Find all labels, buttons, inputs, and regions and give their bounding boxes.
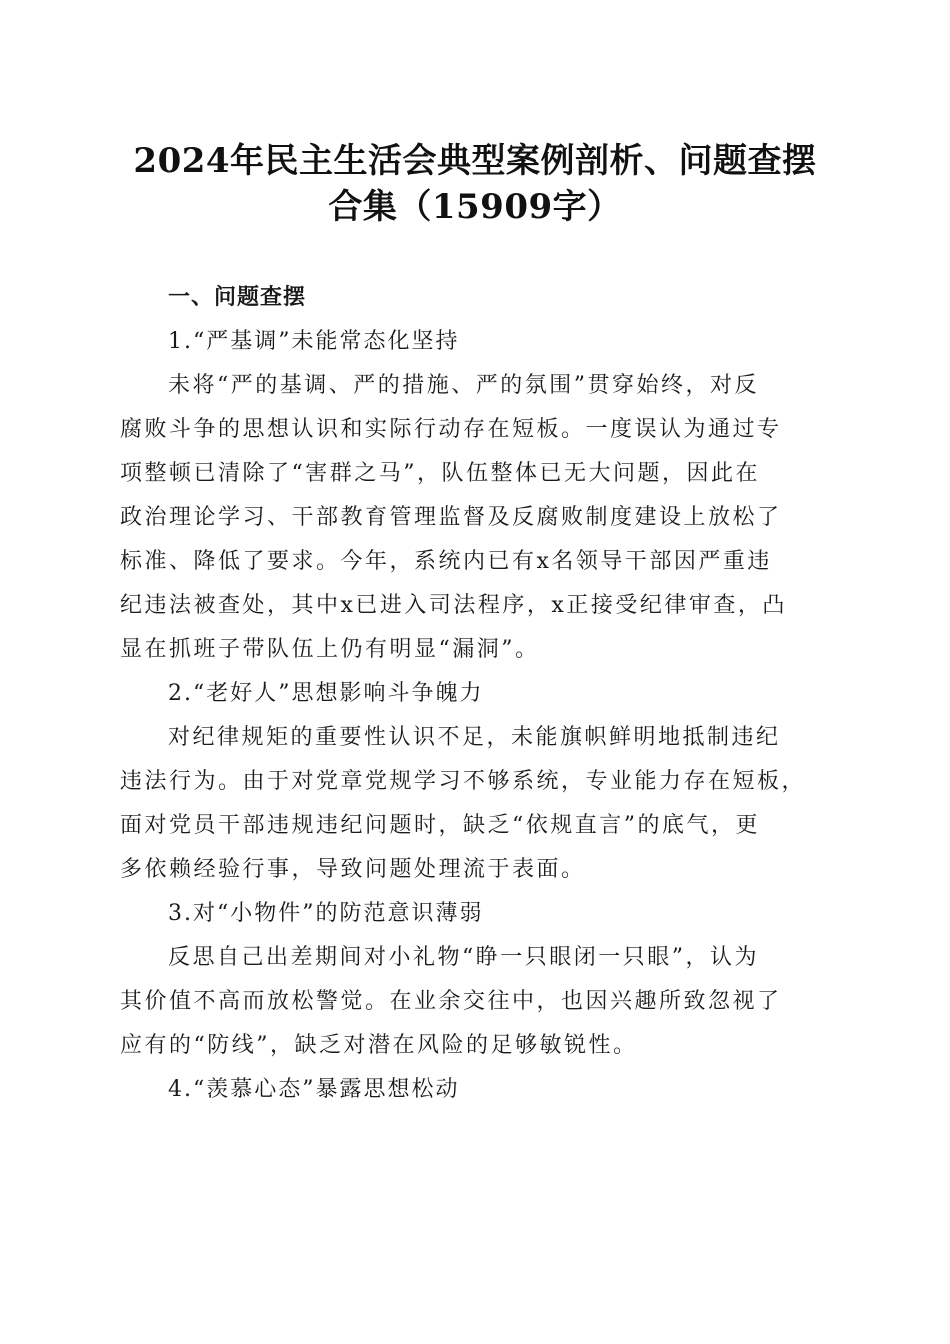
item-1-paragraph-line: 未将“严的基调、严的措施、严的氛围”贯穿始终，对反 — [168, 373, 759, 398]
item-3-paragraph-line: 其价值不高而放松警觉。在业余交往中，也因兴趣所致忽视了 — [120, 989, 782, 1014]
item-1-paragraph-line: 项整顿已清除了“害群之马”，队伍整体已无大问题，因此在 — [120, 461, 760, 486]
item-2-paragraph-line: 违法行为。由于对党章党规学习不够系统，专业能力存在短板， — [120, 769, 807, 794]
item-2-heading: 2.“老好人”思想影响斗争魄力 — [168, 681, 484, 706]
item-1-paragraph-line: 纪违法被查处，其中x已进入司法程序，x正接受纪律审查，凸 — [120, 593, 787, 618]
item-1-heading: 1.“严基调”未能常态化坚持 — [168, 329, 460, 354]
item-1-paragraph-line: 标准、降低了要求。今年，系统内已有x名领导干部因严重违 — [120, 549, 772, 574]
item-1-paragraph-line: 腐败斗争的思想认识和实际行动存在短板。一度误认为通过专 — [120, 417, 782, 442]
item-4-heading: 4.“羡慕心态”暴露思想松动 — [168, 1077, 460, 1102]
item-2-paragraph-line: 对纪律规矩的重要性认识不足，未能旗帜鲜明地抵制违纪 — [168, 725, 781, 750]
item-1-paragraph-line: 政治理论学习、干部教育管理监督及反腐败制度建设上放松了 — [120, 505, 782, 530]
item-3-heading: 3.对“小物件”的防范意识薄弱 — [168, 901, 484, 926]
document-title-line-2: 合集（15909字） — [328, 187, 622, 227]
section-heading: 一、问题查摆 — [168, 285, 307, 310]
document-title-line-1: 2024年民主生活会典型案例剖析、问题查摆 — [133, 141, 817, 181]
item-2-paragraph-line: 面对党员干部违规违纪问题时，缺乏“依规直言”的底气，更 — [120, 813, 760, 838]
document-body — [120, 276, 830, 1112]
item-3-paragraph-line: 反思自己出差期间对小礼物“睁一只眼闭一只眼”，认为 — [168, 945, 759, 970]
item-2-paragraph-line: 多依赖经验行事，导致问题处理流于表面。 — [120, 857, 586, 882]
item-3-paragraph-line: 应有的“防线”，缺乏对潜在风险的足够敏锐性。 — [120, 1033, 638, 1058]
item-1-paragraph-line: 显在抓班子带队伍上仍有明显“漏洞”。 — [120, 637, 540, 662]
